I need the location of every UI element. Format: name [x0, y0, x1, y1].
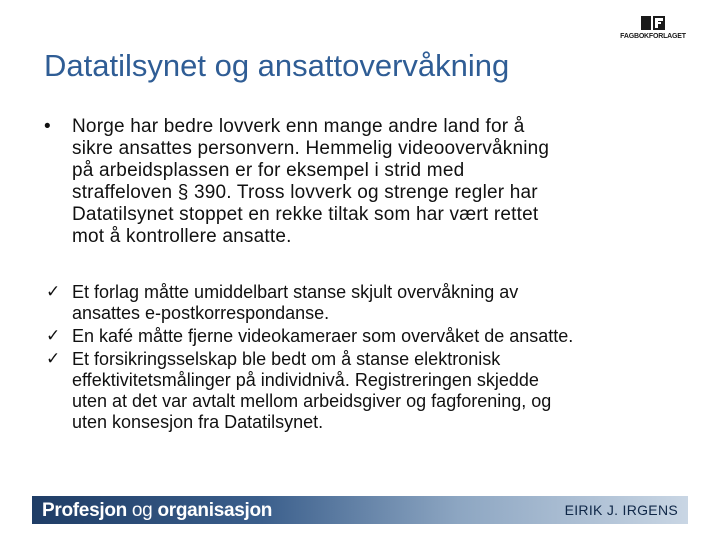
bullet-line: Datatilsynet stoppet en rekke tiltak som har vært rettet	[72, 204, 539, 225]
book-title	[42, 500, 272, 522]
logo-text: FAGBOKFORLAGET	[620, 33, 686, 40]
check-line: uten at det var avtalt mellom arbeidsgiver og fagforening, og	[72, 391, 552, 411]
publisher-logo	[618, 14, 688, 44]
check-list	[46, 282, 696, 435]
checkmark-icon: ✓	[46, 349, 61, 369]
bullet-line: på arbeidsplassen er for eksempel i strid med	[72, 160, 465, 181]
check-line: ansattes e-postkorrespondanse.	[72, 303, 330, 323]
check-line: uten konsesjon fra Datatilsynet.	[72, 412, 324, 432]
check-line: En kafé måtte fjerne videokameraer som overvåket de ansatte.	[72, 326, 574, 346]
check-item	[46, 282, 696, 324]
book-title-part: og	[126, 500, 158, 521]
book-logo-icon	[640, 14, 666, 32]
bullet-marker: •	[44, 116, 51, 137]
slide-title: Datatilsynet og ansattovervåkning	[44, 48, 510, 83]
checkmark-icon: ✓	[46, 326, 61, 346]
check-item	[46, 349, 696, 433]
footer-bar	[32, 496, 688, 524]
bullet-line: sikre ansattes personvern. Hemmelig videoovervåkning	[72, 138, 550, 159]
check-line: Et forsikringsselskap ble bedt om å stanse elektronisk	[72, 349, 501, 369]
book-title-part: organisasjon	[157, 500, 273, 521]
bullet-line: Norge har bedre lovverk enn mange andre land for å	[72, 116, 525, 137]
checkmark-icon: ✓	[46, 282, 61, 302]
author-name: EIRIK J. IRGENS	[564, 502, 678, 518]
main-bullet	[44, 116, 684, 248]
check-item	[46, 326, 696, 347]
check-line: Et forlag måtte umiddelbart stanse skjult overvåkning av	[72, 282, 519, 302]
book-title-part: Profesjon	[42, 500, 127, 521]
bullet-line: mot å kontrollere ansatte.	[72, 226, 292, 247]
bullet-text	[72, 116, 684, 248]
check-line: effektivitetsmålinger på individnivå. Registreringen skjedde	[72, 370, 539, 390]
bullet-line: straffeloven § 390. Tross lovverk og strenge regler har	[72, 182, 538, 203]
